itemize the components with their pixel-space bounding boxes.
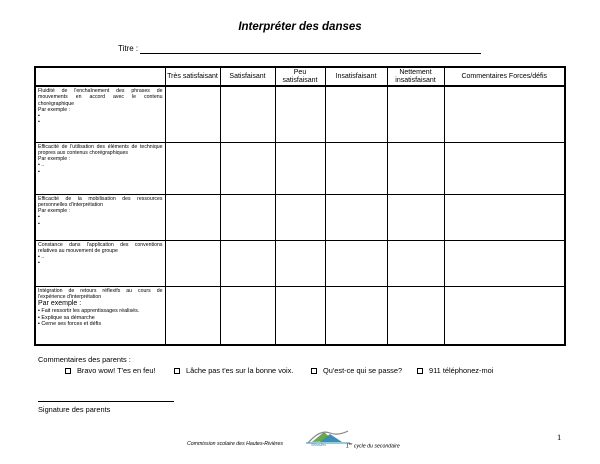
logo-text: Sébastien <box>311 443 327 447</box>
table-row <box>35 286 565 345</box>
bullet: ▪ <box>38 113 40 120</box>
footer-commission: Commission scolaire des Hautes-Rivières <box>187 441 283 447</box>
criterion-text: Fluidité de l'enchaînement des phrases de mouvements en accord avec le contenu chorégraphique <box>38 88 163 107</box>
rating-cell[interactable] <box>220 240 275 286</box>
example-label: Par exemple : <box>38 300 82 308</box>
header-nettement-insatisfaisant: Nettement insatisfaisant <box>387 67 444 86</box>
rating-cell[interactable] <box>220 86 275 142</box>
option-bravo[interactable] <box>65 366 156 375</box>
option-lache-pas[interactable] <box>174 366 293 375</box>
rating-cell[interactable] <box>165 142 220 194</box>
rating-cell[interactable] <box>220 286 275 345</box>
option-label: Bravo wow! T'es en feu! <box>77 366 156 375</box>
page-title: Interpréter des danses <box>238 21 362 33</box>
checkbox-icon[interactable] <box>417 368 423 374</box>
header-satisfaisant: Satisfaisant <box>220 67 275 86</box>
rating-cell[interactable] <box>325 194 387 240</box>
rating-cell[interactable] <box>220 142 275 194</box>
evaluation-grid <box>34 66 566 346</box>
criterion-text: Constance dans l'application des conventions relatives au mouvement de groupe <box>38 241 163 254</box>
table-row <box>35 86 565 142</box>
titre-label: Titre : <box>118 44 139 53</box>
parents-comments-label: Commentaires des parents : <box>38 355 131 364</box>
signature-label: Signature des parents <box>38 405 111 414</box>
option-label: 911 téléphonez-moi <box>429 366 494 375</box>
criterion-text: Efficacité de la mobilisation des ressources personnelles d'interprétation <box>38 195 163 208</box>
bullet: ▪ <box>38 119 40 126</box>
header-criterion <box>35 67 165 86</box>
criterion-cell <box>35 142 165 194</box>
comment-cell[interactable] <box>444 286 565 345</box>
criterion-cell <box>35 286 165 345</box>
rating-cell[interactable] <box>325 286 387 345</box>
table-row <box>35 142 565 194</box>
signature-line[interactable] <box>38 401 174 402</box>
page-number: 1 <box>557 432 562 442</box>
checkbox-icon[interactable] <box>65 368 71 374</box>
rating-cell[interactable] <box>387 142 444 194</box>
criterion-cell <box>35 240 165 286</box>
header-tres-satisfaisant: Très satisfaisant <box>165 67 220 86</box>
rating-cell[interactable] <box>275 194 325 240</box>
table-row <box>35 240 565 286</box>
comment-cell[interactable] <box>444 86 565 142</box>
criterion-text: Intégration de retours réflexifs au cours de l'expérience d'interprétation <box>38 287 163 300</box>
option-quest-ce[interactable] <box>311 366 402 375</box>
table-row <box>35 194 565 240</box>
bullet: ▪ .. <box>38 162 45 169</box>
rating-cell[interactable] <box>165 86 220 142</box>
bullet: ▪ <box>38 260 40 267</box>
bullet: ▪ .. <box>38 254 45 261</box>
rating-cell[interactable] <box>165 194 220 240</box>
criterion-text: Efficacité de l'utilisation des éléments de technique propres aux contenus chorégraphiques <box>38 143 163 156</box>
example-label: Par exemple : <box>38 106 71 113</box>
bullet: ▪ <box>38 168 40 175</box>
comment-cell[interactable] <box>444 194 565 240</box>
rating-cell[interactable] <box>275 86 325 142</box>
option-911[interactable] <box>417 366 493 375</box>
option-label: Qu'est-ce qui se passe? <box>323 366 403 375</box>
comment-cell[interactable] <box>444 240 565 286</box>
header-commentaires: Commentaires Forces/défis <box>444 67 565 86</box>
bullet: ▪ <box>38 220 40 227</box>
header-peu-satisfaisant: Peu satisfaisant <box>275 67 325 86</box>
example-label: Par exemple : <box>38 156 71 163</box>
rating-cell[interactable] <box>220 194 275 240</box>
comment-cell[interactable] <box>444 142 565 194</box>
bullet: ▪ <box>38 214 40 221</box>
footer-cycle: 1er cycle du secondaire <box>346 441 400 450</box>
rating-cell[interactable] <box>275 142 325 194</box>
bullet: ▪ Cerne ses forces et défis <box>38 321 102 328</box>
rating-cell[interactable] <box>325 86 387 142</box>
rating-cell[interactable] <box>387 86 444 142</box>
bullet: ▪ Explique sa démarche <box>38 314 95 321</box>
bullet: ▪ Fait ressortir les apprentissages réalisés. <box>38 308 140 315</box>
rating-cell[interactable] <box>165 286 220 345</box>
checkbox-icon[interactable] <box>311 368 317 374</box>
criterion-cell <box>35 194 165 240</box>
rating-cell[interactable] <box>387 240 444 286</box>
rating-cell[interactable] <box>275 286 325 345</box>
header-insatisfaisant: Insatisfaisant <box>325 67 387 86</box>
checkbox-icon[interactable] <box>174 368 180 374</box>
rating-cell[interactable] <box>325 142 387 194</box>
rating-cell[interactable] <box>165 240 220 286</box>
criterion-cell <box>35 86 165 142</box>
rating-cell[interactable] <box>387 286 444 345</box>
titre-input-line[interactable] <box>140 53 481 54</box>
rating-cell[interactable] <box>275 240 325 286</box>
rating-cell[interactable] <box>325 240 387 286</box>
header-row <box>35 67 565 86</box>
example-label: Par exemple : <box>38 208 71 215</box>
option-label: Lâche pas t'es sur la bonne voix. <box>186 366 294 375</box>
rating-cell[interactable] <box>387 194 444 240</box>
